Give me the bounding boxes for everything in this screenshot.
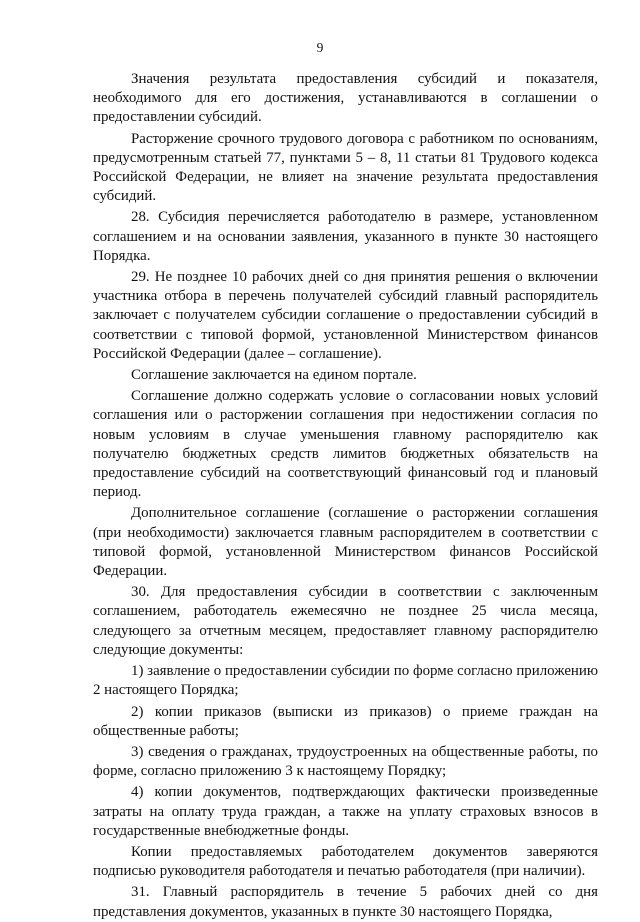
- paragraph-result-values: Значения результата предоставления субсидий и показателя, необходимого для его достижения, устанавливаются в соглашении о предоставлении субсидий.: [93, 71, 598, 126]
- paragraph-copies-certification: Копии предоставляемых работодателем документов заверяются подписью руководителя работодателя и печатью работодателя (при наличии).: [93, 843, 598, 880]
- list-item-2: 2) копии приказов (выписки из приказов) о приеме граждан на общественные работы;: [93, 703, 598, 739]
- paragraph-agreement-conditions: Соглашение должно содержать условие о согласовании новых условий соглашения или о расторжении соглашения при недостижении согласия по новым условиям в случае уменьшения главному распорядителю как получателю бюджетных средств лимитов бюджетных обязательств на предоставление субсидий на соответствующий финансовый год и плановый период.: [93, 388, 598, 501]
- list-item-1: 1) заявление о предоставлении субсидии по форме согласно приложению 2 настоящего Порядка;: [93, 663, 598, 699]
- paragraph-contract-termination: Расторжение срочного трудового договора с работником по основаниям, предусмотренным статьей 77, пунктами 5 – 8, 11 статьи 81 Трудового кодекса Российской Федерации, не влияет на значение результата предоставления субсидий.: [93, 130, 598, 205]
- paragraph-30: 30. Для предоставления субсидии в соответствии с заключенным соглашением, работодатель ежемесячно не позднее 25 числа месяца, следующего за отчетным месяцем, предоставляет главному распорядителю следующие документы:: [93, 584, 598, 658]
- document-body: [93, 70, 598, 922]
- paragraph-31: 31. Главный распорядитель в течение 5 рабочих дней со дня представления документов, указанных в пункте 30 настоящего Порядка,: [93, 884, 598, 920]
- list-item-3: 3) сведения о гражданах, трудоустроенных на общественные работы, по форме, согласно приложению 3 к настоящему Порядку;: [93, 743, 598, 780]
- paragraph-agreement-portal: Соглашение заключается на едином портале.: [131, 367, 417, 384]
- list-item-4: 4) копии документов, подтверждающих фактически произведенные затраты на оплату труда граждан, а также на уплату страховых взносов в государственные внебюджетные фонды.: [93, 784, 598, 839]
- page-number: 9: [316, 40, 324, 55]
- paragraph-additional-agreement: Дополнительное соглашение (соглашение о расторжении соглашения (при необходимости) заключается главным распорядителем в соответствии с типовой формой, установленной Министерством финансов Российской Федерации.: [93, 505, 598, 580]
- paragraph-29: 29. Не позднее 10 рабочих дней со дня принятия решения о включении участника отбора в перечень получателей субсидий главный распорядитель заключает с получателем субсидии соглашение о предоставлении субсидий в соответствии с типовой формой, установленной Министерством финансов Российской Федерации (далее – соглашение).: [93, 269, 598, 362]
- paragraph-28: 28. Субсидия перечисляется работодателю в размере, установленном соглашением и на основании заявления, указанного в пункте 30 настоящего Порядка.: [93, 209, 598, 264]
